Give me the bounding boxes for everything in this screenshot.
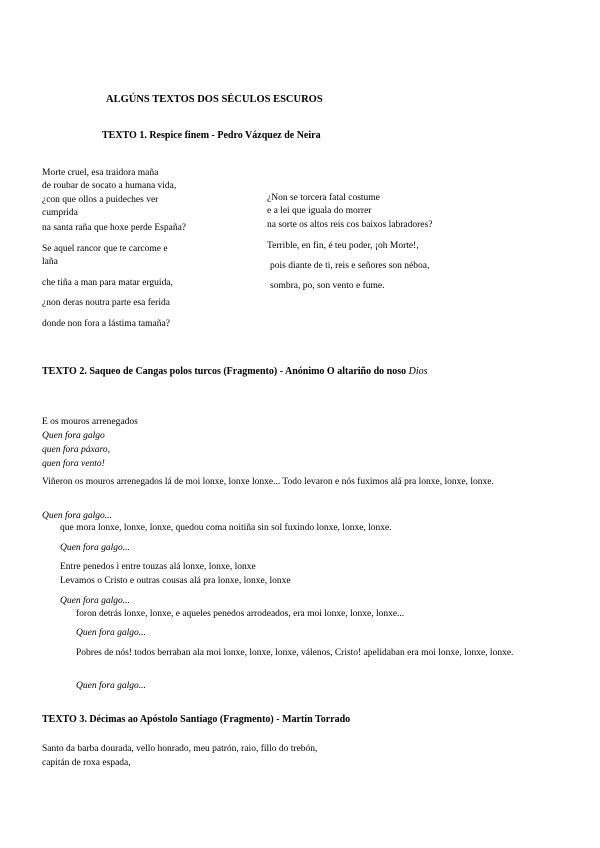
refrain-quen-fora-galgo: Quen fora galgo... [42, 511, 112, 521]
text3-heading: TEXTO 3. Décimas ao Apóstolo Santiago (Fragmento) - Martín Torrado [42, 714, 351, 725]
refrain-quen-fora-galgo: Quen fora galgo... [60, 543, 130, 553]
text1-heading: TEXTO 1. Respice finem - Pedro Vázquez de Neira [102, 130, 321, 141]
poem-line: ¿con que ollos a puideches ver [42, 195, 159, 205]
poem-line: pois diante de ti, reis e señores son néboa, [270, 261, 430, 271]
refrain-quen-fora-galgo: Quen fora galgo... [76, 628, 146, 638]
refrain-line: quen fora páxaro, [42, 445, 110, 455]
text2-line-a: que mora lonxe, lonxe, lonxe, quedou coma noitiña sin sol fuxindo lonxe, lonxe, lonxe. [60, 523, 392, 533]
text2-line-c: foron detrás lonxe, lonxe, e aqueles penedos arrodeados, era moi lonxe, lonxe, lonxe... [76, 609, 405, 619]
refrain-quen-fora-galgo: Quen fora galgo... [76, 681, 146, 691]
text3-line-2: capitán de roxa espada, [42, 758, 131, 768]
text2-intro: E os mouros arrenegados [42, 417, 138, 427]
poem-line: Terrible, en fin, é teu poder, ¡oh Morte!, [267, 241, 419, 251]
text2-line-b1: Entre penedos i entre touzas alá lonxe, lonxe, lonxe [60, 562, 256, 572]
poem-line: donde non fora a lástima tamaña? [42, 319, 170, 329]
refrain-line: quen fora vento! [42, 459, 105, 469]
poem-line: Se aquel rancor que te carcome e [42, 244, 168, 254]
poem-line: e a lei que iguala do morrer [267, 206, 372, 216]
text2-heading-italic: Dios [408, 366, 428, 377]
refrain-quen-fora-galgo: Quen fora galgo... [60, 596, 130, 606]
poem-line: ¿non deras noutra parte esa ferida [42, 298, 170, 308]
text2-line-b2: Levamos o Cristo e outras cousas alá pra lonxe, lonxe, lonxe [60, 576, 291, 586]
poem-line: laña [42, 257, 58, 267]
refrain-line: Quen fora galgo [42, 431, 105, 441]
document-title: ALGÚNS TEXTOS DOS SÉCULOS ESCUROS [106, 94, 323, 105]
poem-line: cumprida [42, 208, 78, 218]
poem-line: Morte cruel, esa traidora maña [42, 168, 159, 178]
text2-heading [42, 366, 428, 378]
text2-line-d: Pobres de nós! todos berraban ala moi lonxe, lonxe, lonxe, válenos, Cristo! apelidaban era moi lonxe, lonxe, lonxe. [76, 648, 514, 658]
text2-heading-text: TEXTO 2. Saqueo de Cangas polos turcos (Fragmento) - Anónimo O altariño do noso [42, 366, 407, 377]
poem-line: ¿Non se torcera fatal costume [267, 193, 380, 203]
poem-line: sombra, po, son vento e fume. [270, 281, 385, 291]
poem-line: che tiña a man para matar erguida, [42, 278, 173, 288]
text2-paragraph-1: Viñeron os mouros arrenegados lá de moi lonxe, lonxe lonxe... Todo levaron e nós fuximos alá pra lonxe, lonxe, lonxe. [42, 477, 494, 487]
poem-line: na sorte os altos reis cos baixos labradores? [267, 220, 433, 230]
poem-line: de roubar de socato a humana vida, [42, 181, 177, 191]
poem-line: na santa raña que hoxe perde España? [42, 223, 187, 233]
text3-line-1: Santo da barba dourada, vello honrado, meu patrón, raio, fillo do trebón, [42, 744, 318, 754]
